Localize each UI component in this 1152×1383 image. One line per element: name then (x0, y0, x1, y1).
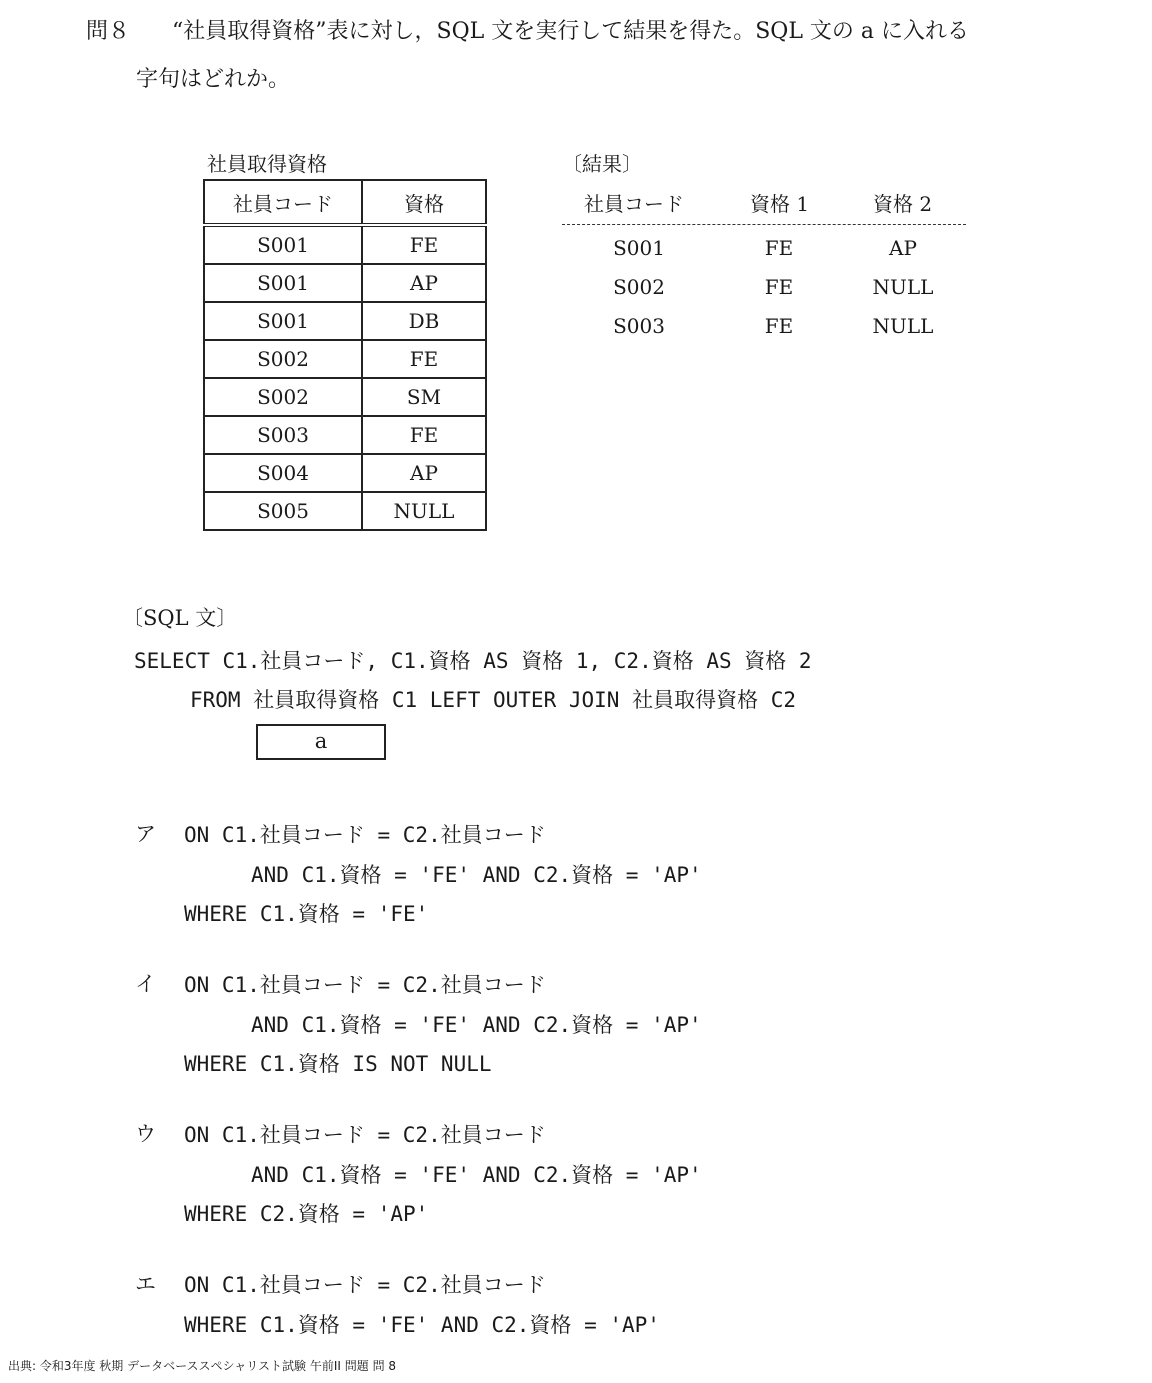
cell-qual: FE (362, 416, 486, 454)
cell-code: S001 (204, 302, 362, 340)
cell-qual: DB (362, 302, 486, 340)
option-a-label: ア (135, 822, 156, 846)
result-cell: S003 (613, 314, 665, 338)
result-divider (562, 224, 966, 225)
option-a-line2: AND C1.資格 = 'FE' AND C2.資格 = 'AP' (251, 863, 702, 887)
result-header-qualification2: 資格 2 (873, 192, 933, 216)
table-row (204, 454, 486, 492)
option-e-label: エ (135, 1272, 156, 1296)
question-text-line2: 字句はどれか。 (136, 67, 291, 92)
cell-qual: NULL (362, 492, 486, 530)
table-row (204, 225, 486, 264)
result-cell: FE (764, 236, 794, 260)
option-u-line1: ON C1.社員コード = C2.社員コード (184, 1123, 546, 1147)
cell-code: S001 (204, 264, 362, 302)
cell-code: S005 (204, 492, 362, 530)
result-cell: AP (889, 236, 917, 260)
source-header-qualification: 資格 (362, 180, 486, 225)
result-cell: NULL (872, 275, 934, 299)
source-table-caption: 社員取得資格 (207, 152, 327, 176)
option-e-line1: ON C1.社員コード = C2.社員コード (184, 1273, 546, 1297)
blank-a-box: a (256, 724, 386, 760)
question-number: 問８ (86, 19, 131, 44)
table-row (204, 378, 486, 416)
source-header-employee-code: 社員コード (204, 180, 362, 225)
cell-code: S002 (204, 340, 362, 378)
result-cell: S001 (613, 236, 665, 260)
option-i-label: イ (135, 972, 156, 996)
table-row (204, 264, 486, 302)
cell-qual: AP (362, 454, 486, 492)
cell-qual: FE (362, 225, 486, 264)
sql-line2: FROM 社員取得資格 C1 LEFT OUTER JOIN 社員取得資格 C2 (190, 688, 797, 712)
option-e-line2: WHERE C1.資格 = 'FE' AND C2.資格 = 'AP' (184, 1313, 660, 1337)
table-row (204, 492, 486, 530)
result-cell: FE (764, 275, 794, 299)
table-row (204, 340, 486, 378)
cell-code: S003 (204, 416, 362, 454)
result-cell: FE (764, 314, 794, 338)
option-i-line2: AND C1.資格 = 'FE' AND C2.資格 = 'AP' (251, 1013, 702, 1037)
option-u-line2: AND C1.資格 = 'FE' AND C2.資格 = 'AP' (251, 1163, 702, 1187)
source-table-header-row (204, 180, 486, 225)
source-table (203, 179, 487, 531)
option-u-label: ウ (135, 1122, 156, 1146)
option-a-line3: WHERE C1.資格 = 'FE' (184, 902, 429, 926)
question-text-line1: “社員取得資格”表に対し，SQL 文を実行して結果を得た。SQL 文の a に入れる (172, 19, 970, 44)
result-header-qualification1: 資格 1 (750, 192, 810, 216)
result-caption: 〔結果〕 (562, 152, 642, 176)
cell-code: S001 (204, 225, 362, 264)
cell-code: S002 (204, 378, 362, 416)
option-u-line3: WHERE C2.資格 = 'AP' (184, 1202, 429, 1226)
option-a-line1: ON C1.社員コード = C2.社員コード (184, 823, 546, 847)
option-i-line1: ON C1.社員コード = C2.社員コード (184, 973, 546, 997)
result-cell: NULL (872, 314, 934, 338)
table-row (204, 302, 486, 340)
cell-qual: SM (362, 378, 486, 416)
result-header-employee-code: 社員コード (584, 192, 684, 216)
option-i-line3: WHERE C1.資格 IS NOT NULL (184, 1052, 492, 1076)
sql-line1: SELECT C1.社員コード, C1.資格 AS 資格 1, C2.資格 AS 資格 2 (134, 649, 812, 673)
result-cell: S002 (613, 275, 665, 299)
table-row (204, 416, 486, 454)
cell-qual: FE (362, 340, 486, 378)
source-note: 出典: 令和3年度 秋期 データベーススペシャリスト試験 午前II 問題 問 8 (8, 1359, 397, 1373)
cell-code: S004 (204, 454, 362, 492)
sql-caption: 〔SQL 文〕 (122, 606, 238, 630)
cell-qual: AP (362, 264, 486, 302)
